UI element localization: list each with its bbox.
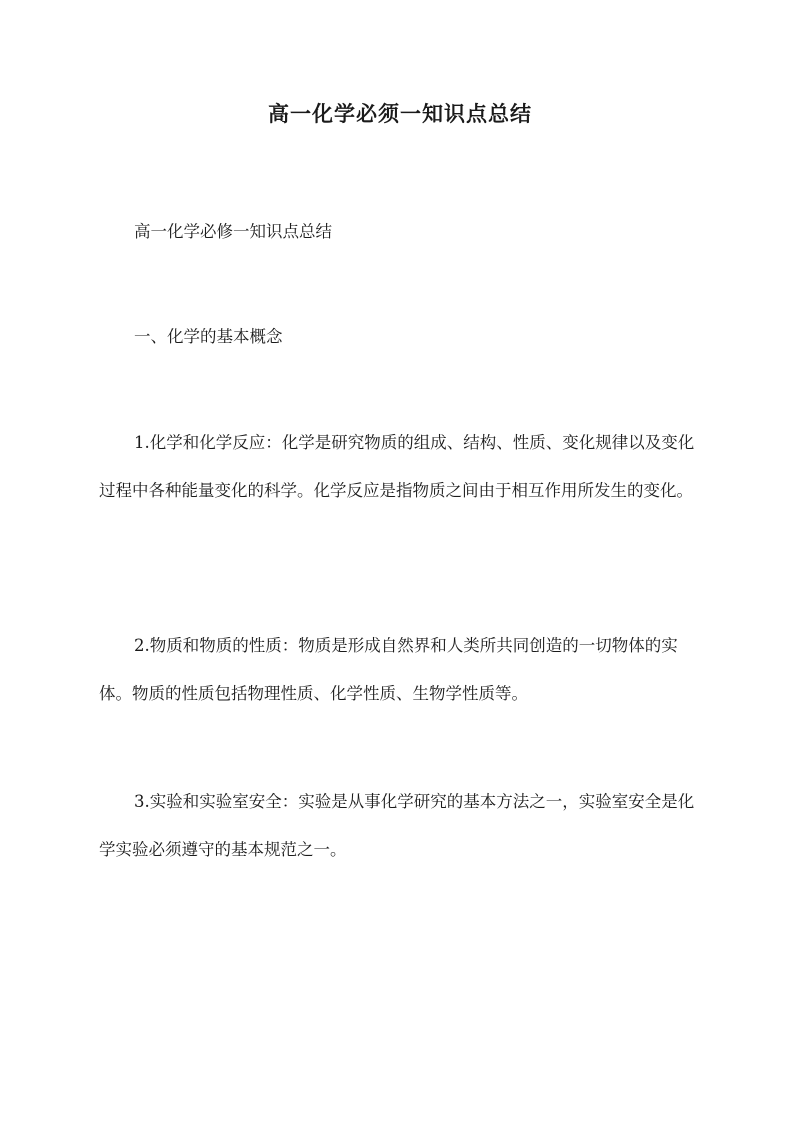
document-title: 高一化学必须一知识点总结	[268, 101, 532, 126]
concept-item-lab-safety: 3.实验和实验室安全：实验是从事化学研究的基本方法之一，实验室安全是化学实验必须遵守的基本规范之一。	[99, 792, 695, 859]
concept-item-matter-properties: 2.物质和物质的性质：物质是形成自然界和人类所共同创造的一切物体的实体。物质的性质包括物理性质、化学性质、生物学性质等。	[99, 636, 678, 703]
concept-item-chemistry-reaction: 1.化学和化学反应：化学是研究物质的组成、结构、性质、变化规律以及变化过程中各种能量变化的科学。化学反应是指物质之间由于相互作用所发生的变化。	[99, 433, 695, 500]
section-heading: 一、化学的基本概念	[134, 327, 283, 346]
document-subtitle: 高一化学必修一知识点总结	[134, 222, 332, 241]
